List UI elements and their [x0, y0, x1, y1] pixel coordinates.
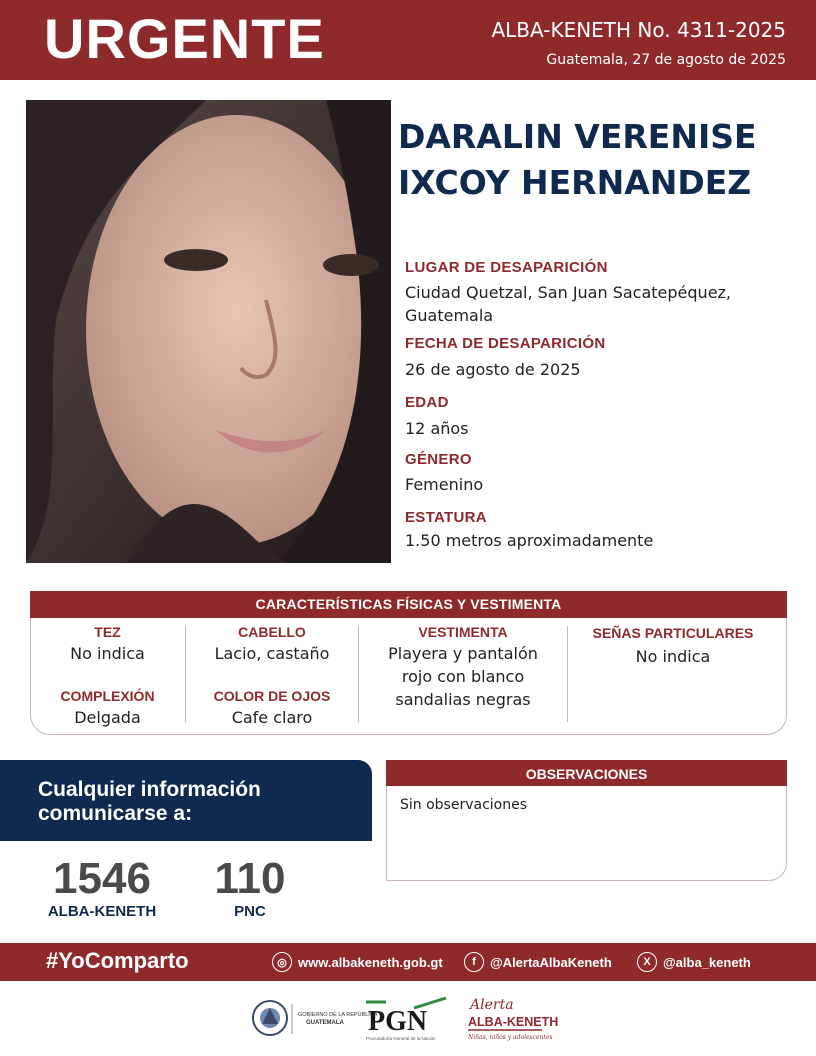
gov-logo-line1: GOBIERNO DE LA REPÚBLICA	[298, 1012, 378, 1018]
alba-keneth-text: ALBA-KENETH	[468, 1015, 559, 1029]
field-value-date: 26 de agosto de 2025	[405, 360, 581, 379]
hair-label: CABELLO	[238, 624, 306, 640]
characteristics-title: CARACTERÍSTICAS FÍSICAS Y VESTIMENTA	[30, 591, 787, 618]
contact-heading	[38, 778, 261, 826]
x-icon: X	[637, 952, 657, 972]
person-name-line1: DARALIN VERENISE	[398, 117, 757, 156]
field-label-gender: GÉNERO	[405, 451, 472, 468]
column-divider	[358, 626, 359, 722]
contact-heading-line1: Cualquier información	[38, 778, 261, 801]
phone-alba-keneth-label: ALBA-KENETH	[47, 903, 157, 920]
hashtag: #YoComparto	[46, 948, 189, 973]
gov-logo-line2: GUATEMALA	[306, 1020, 344, 1026]
alerta-text: Alerta	[470, 997, 514, 1013]
field-value-height: 1.50 metros aproximadamente	[405, 531, 654, 550]
alba-keneth-subtitle: Niñas, niños y adolescentes	[468, 1034, 553, 1041]
phone-pnc[interactable]: 110	[214, 854, 286, 903]
observations-text: Sin observaciones	[400, 797, 528, 813]
person-name-line2: IXCOY HERNANDEZ	[398, 163, 752, 202]
pgn-text: PGN	[368, 1006, 428, 1037]
eye-color-value: Cafe claro	[231, 708, 313, 727]
complexion-value: Delgada	[74, 708, 141, 727]
clothing-label: VESTIMENTA	[418, 624, 508, 640]
government-logo	[250, 994, 378, 1044]
observations-title: OBSERVACIONES	[386, 760, 787, 786]
field-label-age: EDAD	[405, 394, 449, 411]
facebook-icon: f	[464, 952, 484, 972]
website-text: www.albakeneth.gob.gt	[298, 954, 443, 970]
alert-date: Guatemala, 27 de agosto de 2025	[546, 52, 786, 68]
contact-heading-line2: comunicarse a:	[38, 802, 193, 825]
field-label-height: ESTATURA	[405, 509, 487, 526]
pgn-subtitle: Procuraduría General de la Nación	[366, 1036, 436, 1041]
alba-keneth-logo	[462, 994, 559, 1044]
phone-pnc-label: PNC	[234, 903, 266, 920]
tez-label: TEZ	[94, 624, 121, 640]
field-value-place: Ciudad Quetzal, San Juan Sacatepéquez, Guatemala	[405, 283, 732, 325]
field-value-age: 12 años	[405, 419, 469, 438]
eye-color-label: COLOR DE OJOS	[213, 688, 331, 704]
complexion-label: COMPLEXIÓN	[60, 688, 155, 704]
x-text: @alba_keneth	[663, 954, 751, 970]
globe-icon: ◎	[272, 952, 292, 972]
person-name	[398, 114, 798, 206]
website-link[interactable]	[272, 951, 443, 973]
missing-person-photo	[26, 100, 391, 563]
phone-alba-keneth[interactable]: 1546	[53, 854, 151, 903]
marks-value: No indica	[635, 647, 711, 666]
pgn-logo	[362, 994, 450, 1044]
marks-label: SEÑAS PARTICULARES	[592, 625, 754, 641]
alert-number: ALBA-KENETH No. 4311-2025	[491, 18, 786, 42]
field-label-place: LUGAR DE DESAPARICIÓN	[405, 259, 608, 276]
facebook-text: @AlertaAlbaKeneth	[490, 954, 612, 970]
urgent-title: URGENTE	[44, 7, 325, 70]
hair-value: Lacio, castaño	[214, 644, 330, 663]
clothing-value: Playera y pantalón rojo con blanco sandalias negras	[388, 644, 538, 709]
tez-value: No indica	[70, 644, 145, 663]
field-label-date: FECHA DE DESAPARICIÓN	[405, 335, 606, 352]
x-link[interactable]	[637, 951, 751, 973]
field-value-gender: Femenino	[405, 475, 484, 494]
facebook-link[interactable]	[464, 951, 612, 973]
